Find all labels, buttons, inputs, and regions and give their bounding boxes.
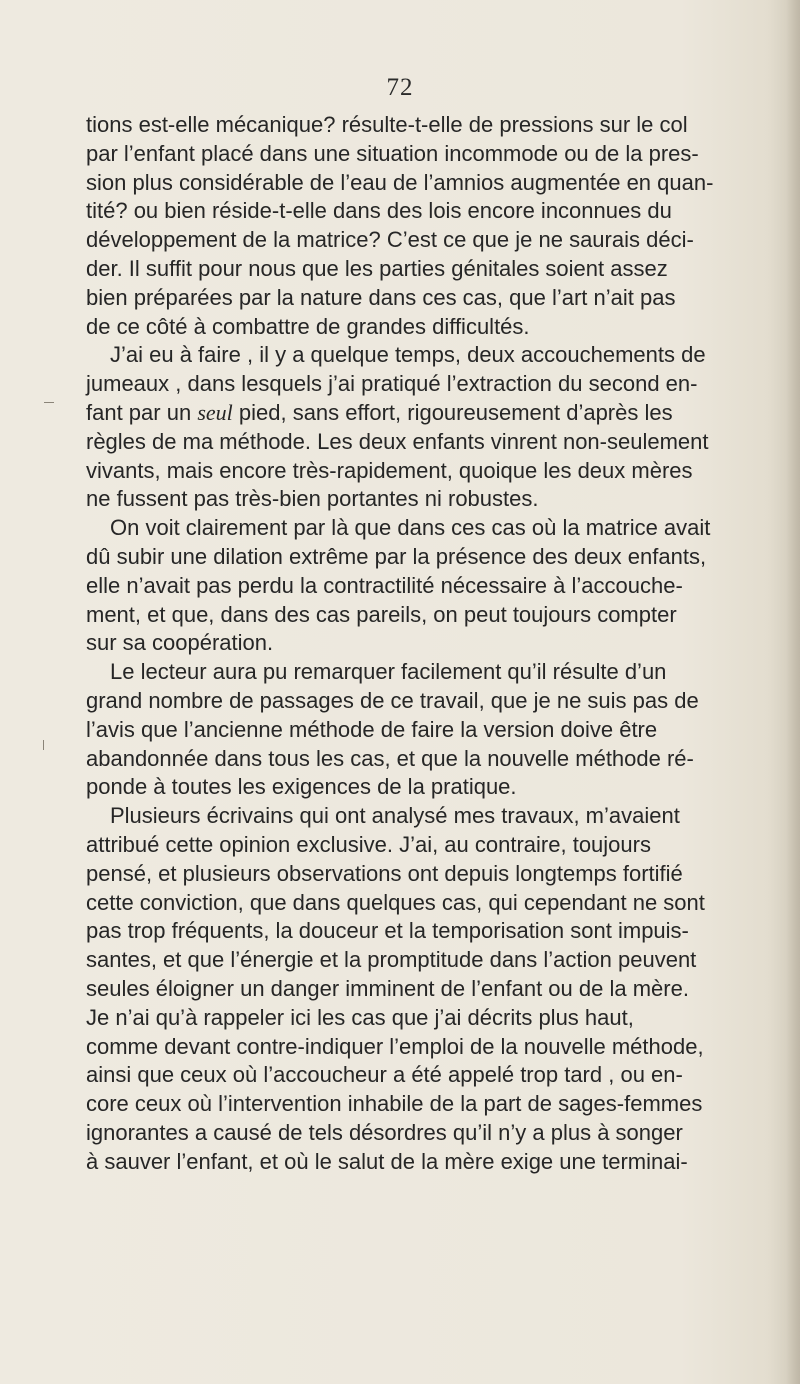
text-line: Je n’ai qu’à rappeler ici les cas que j’ai décrits plus haut, [86, 1004, 634, 1030]
paragraph-start-line: J’ai eu à faire , il y a quelque temps, deux accouchements de [110, 342, 706, 368]
text-line-with-italic [86, 399, 786, 428]
text-line: core ceux où l’intervention inhabile de la part de sages-femmes [86, 1091, 703, 1117]
text-line: ne fussent pas très-bien portantes ni robustes. [86, 486, 539, 512]
paragraph-start-line: Plusieurs écrivains qui ont analysé mes travaux, m’avaient [110, 803, 680, 829]
text-line: sion plus considérable de l’eau de l’amnios augmentée en quan- [86, 169, 714, 195]
text-line: abandonnée dans tous les cas, et que la nouvelle méthode ré- [86, 745, 694, 771]
margin-tick [43, 740, 44, 750]
text-line: cette conviction, que dans quelques cas, qui cependant ne sont [86, 889, 705, 915]
text-line: par l’enfant placé dans une situation incommode ou de la pres- [86, 140, 699, 166]
text-line: l’avis que l’ancienne méthode de faire la version doive être [86, 716, 658, 742]
page-number: 72 [386, 74, 414, 101]
text-line: tions est-elle mécanique? résulte-t-elle de pressions sur le col [86, 112, 688, 137]
italic-word: seul [197, 399, 233, 425]
text-line: grand nombre de passages de ce travail, que je ne suis pas de [86, 687, 699, 713]
text-line: ponde à toutes les exigences de la pratique. [86, 774, 517, 800]
text-line: pas trop fréquents, la douceur et la temporisation sont impuis- [86, 918, 689, 944]
text-line: jumeaux , dans lesquels j’ai pratiqué l’extraction du second en- [86, 371, 698, 397]
text-line: développement de la matrice? C’est ce que je ne saurais déci- [86, 227, 694, 253]
text-line: elle n’avait pas perdu la contractilité nécessaire à l’accouche- [86, 572, 683, 598]
body-text [86, 111, 786, 1176]
text-line: vivants, mais encore très-rapidement, quoique les deux mères [86, 457, 693, 483]
paragraph-start-line: On voit clairement par là que dans ces cas où la matrice avait [110, 515, 711, 541]
text-line: ment, et que, dans des cas pareils, on peut toujours compter [86, 601, 677, 627]
text-line: comme devant contre-indiquer l’emploi de la nouvelle méthode, [86, 1033, 704, 1059]
text-line: bien préparées par la nature dans ces cas, que l’art n’ait pas [86, 284, 676, 310]
text-line: dû subir une dilation extrême par la présence des deux enfants, [86, 543, 707, 569]
page-edge-shadow [786, 0, 800, 1384]
text-line: tité? ou bien réside-t-elle dans des lois encore inconnues du [86, 198, 672, 224]
text-line: der. Il suffit pour nous que les parties génitales soient assez [86, 255, 668, 281]
text-line: seules éloigner un danger imminent de l’enfant ou de la mère. [86, 975, 689, 1001]
text-line: de ce côté à combattre de grandes difficultés. [86, 313, 530, 339]
text-line: pensé, et plusieurs observations ont depuis longtemps fortifié [86, 860, 683, 886]
text-line: à sauver l’enfant, et où le salut de la mère exige une terminai- [86, 1148, 688, 1174]
text-segment: fant par un [86, 399, 198, 425]
text-line: santes, et que l’énergie et la promptitude dans l’action peuvent [86, 947, 697, 973]
text-line: ignorantes a causé de tels désordres qu’il n’y a plus à songer [86, 1119, 683, 1145]
text-line: sur sa coopération. [86, 630, 274, 656]
text-segment: pied, sans effort, rigoureusement d’après les [232, 399, 673, 425]
paragraph-start-line: Le lecteur aura pu remarquer facilement qu’il résulte d’un [110, 659, 667, 685]
margin-mark [44, 402, 54, 403]
text-line: ainsi que ceux où l’accoucheur a été appelé trop tard , ou en- [86, 1062, 683, 1088]
text-line: règles de ma méthode. Les deux enfants vinrent non-seulement [86, 428, 709, 454]
text-line: attribué cette opinion exclusive. J’ai, au contraire, toujours [86, 831, 651, 857]
